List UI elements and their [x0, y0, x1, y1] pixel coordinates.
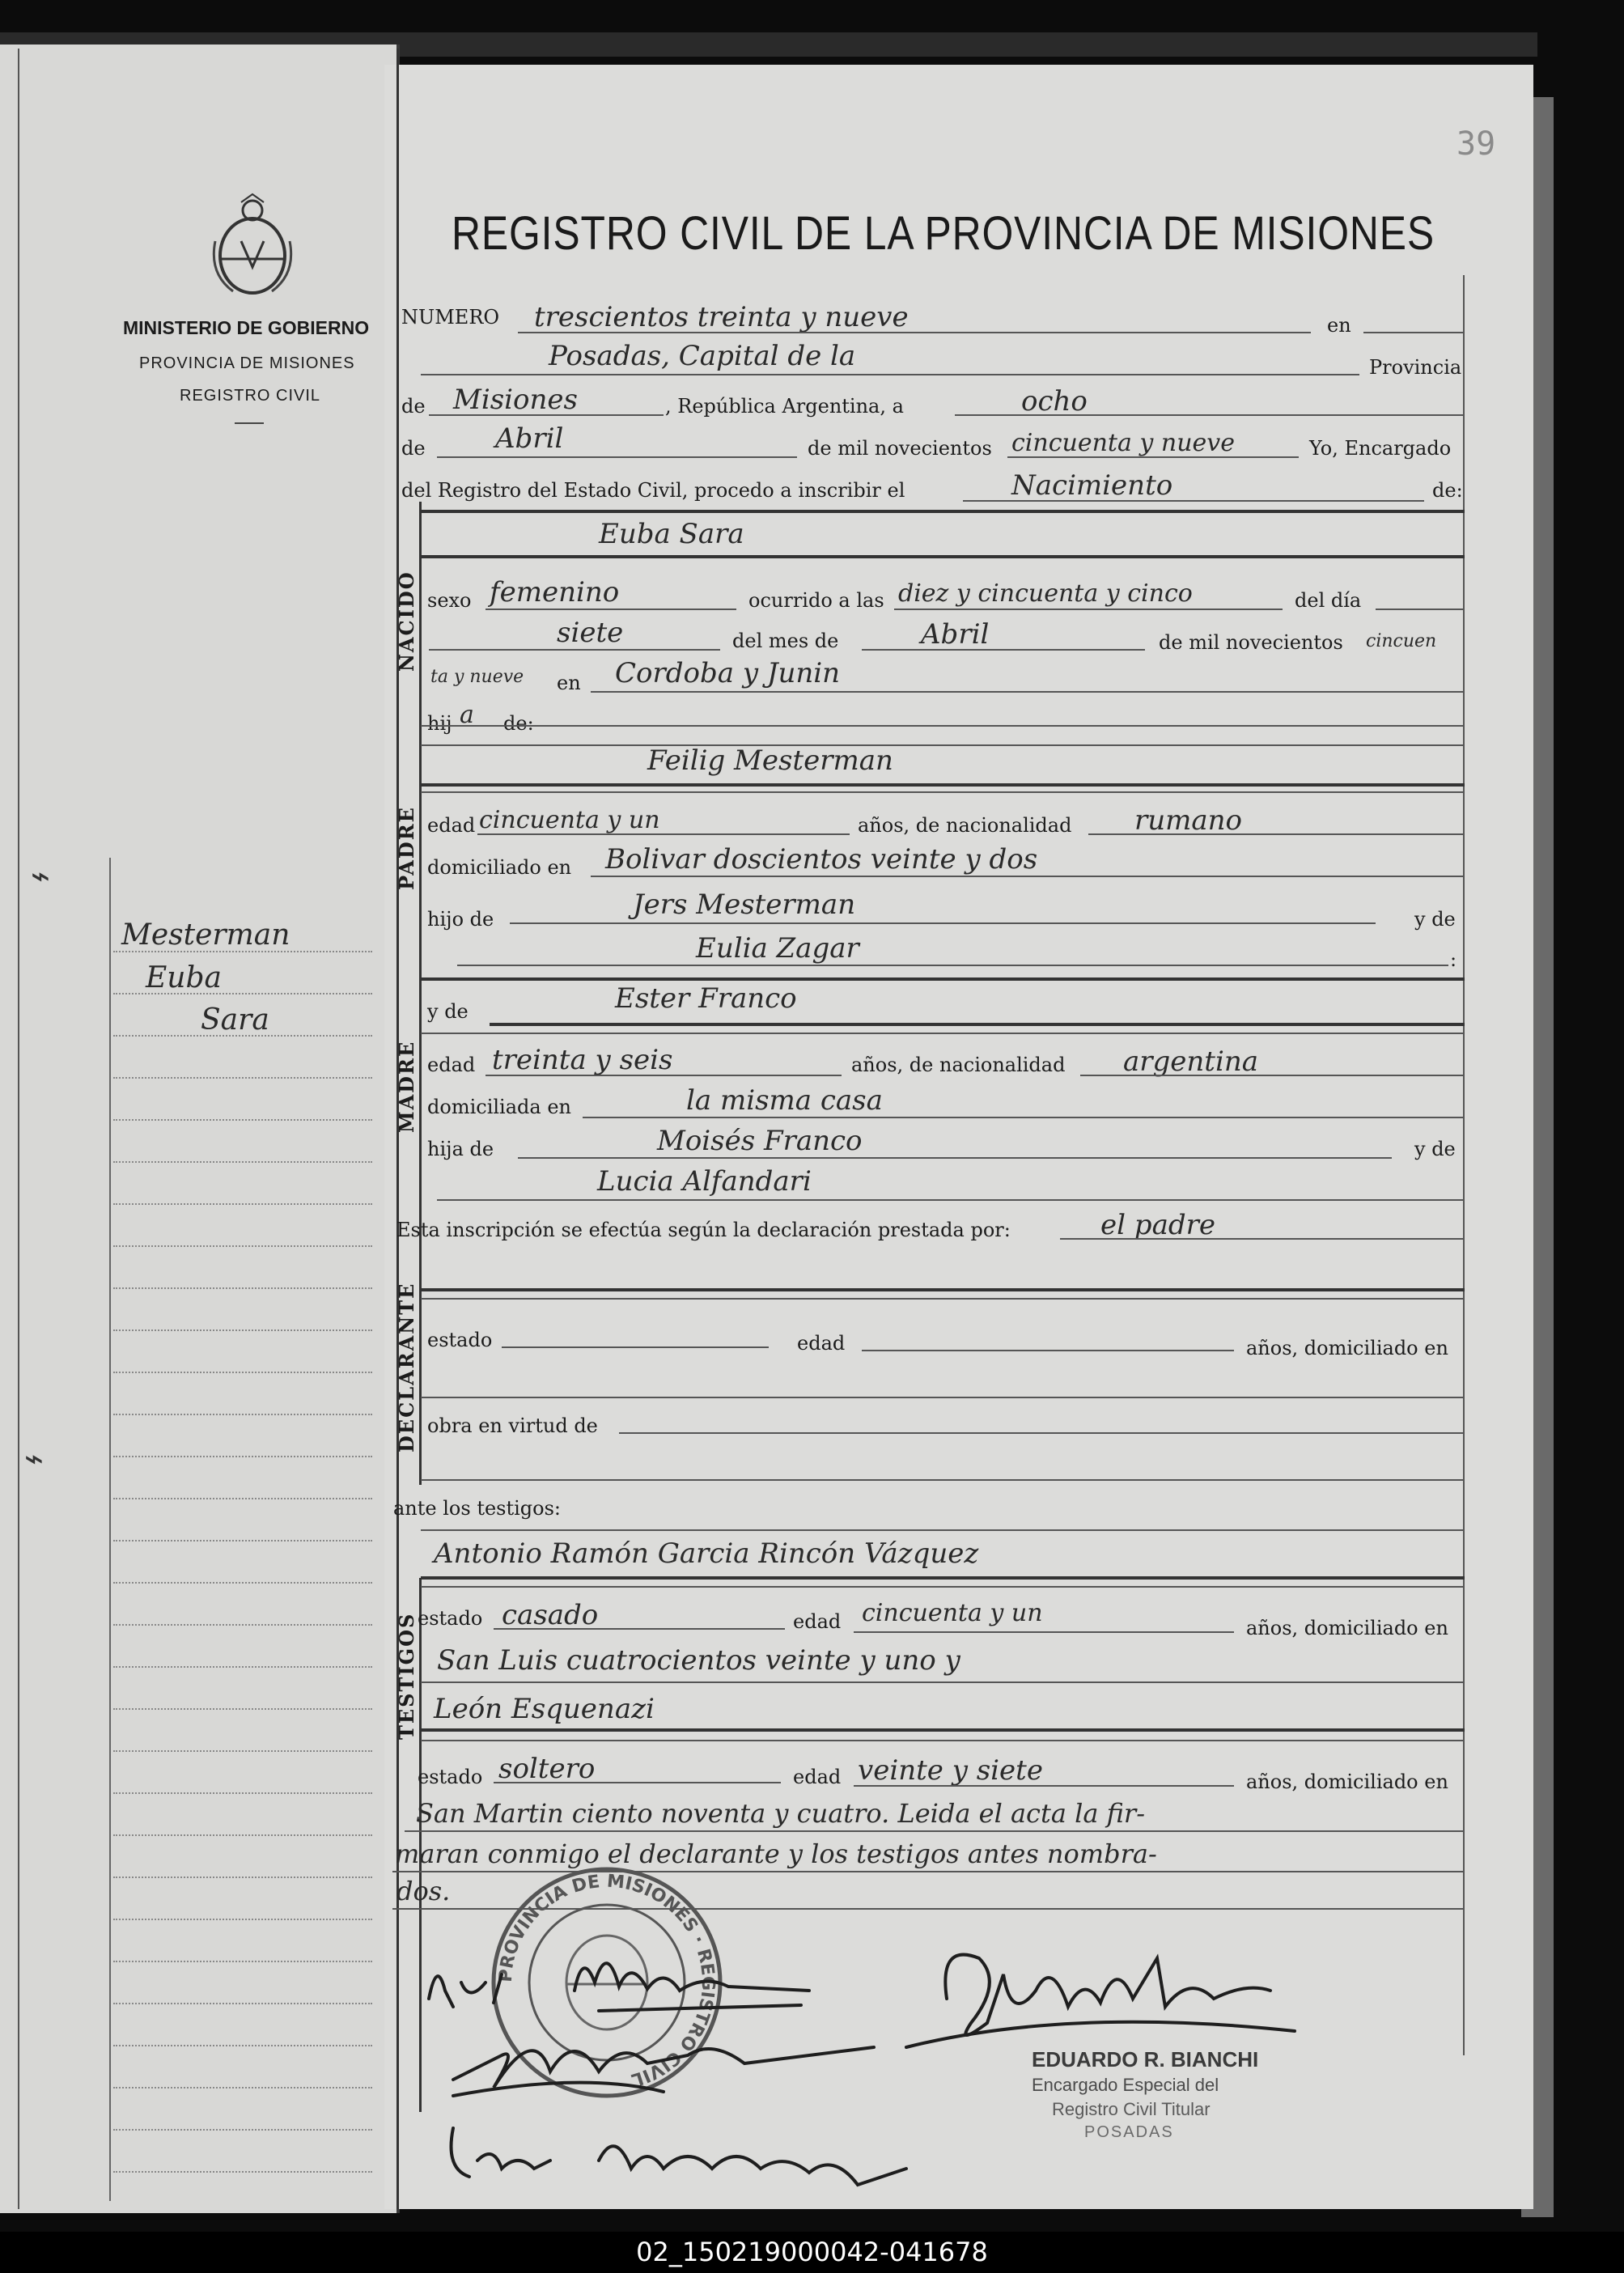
madre-dom-value: la misma casa [686, 1084, 883, 1117]
madre-hija-label: hija de [427, 1138, 494, 1160]
field-line [854, 1785, 1234, 1787]
section-nacido: NACIDO [395, 570, 418, 672]
section-testigos: TESTIGOS [395, 1612, 418, 1740]
del-dia-label: del día [1295, 589, 1362, 612]
t1-edad-value: cincuenta y un [862, 1599, 1043, 1627]
hija-value: a [460, 701, 474, 729]
padre-edad-value: cincuenta y un [479, 806, 660, 834]
madre-nac-value: argentina [1123, 1045, 1259, 1078]
field-line [591, 876, 1465, 877]
form-left-rule [419, 502, 422, 1485]
padre-nac-label: años, de nacionalidad [858, 814, 1072, 837]
note-line [113, 1245, 372, 1247]
seal-text: PROVINCIA DE MISIONES · REGISTRO CIVIL [495, 1871, 719, 2090]
field-line [894, 609, 1283, 610]
section-rule [421, 744, 1465, 746]
field-line [494, 1782, 781, 1783]
field-line [429, 414, 664, 416]
testigo2-nombre: León Esquenazi [434, 1693, 655, 1725]
note-line [113, 2045, 372, 2046]
margin-note-surname: Mesterman [121, 918, 290, 952]
field-line [1060, 1238, 1465, 1240]
madre-y-de-label: y de [427, 1000, 469, 1023]
t2-dom-line1: San Martin ciento noventa y cuatro. Leida el acta la fir- [416, 1798, 1146, 1829]
field-line [1007, 456, 1299, 458]
ministry-name: MINISTERIO DE GOBIERNO [123, 317, 370, 338]
margin-mark: ⌁ [24, 1440, 45, 1478]
note-line [113, 1372, 372, 1373]
note-line [113, 1540, 372, 1541]
field-line [619, 1432, 1465, 1434]
acto-value: Nacimiento [1011, 469, 1173, 502]
mes-value: Abril [495, 422, 564, 455]
en-label: en [1327, 314, 1351, 337]
t2-dom-label: años, domiciliado en [1246, 1770, 1448, 1793]
madre-nac-label: años, de nacionalidad [851, 1054, 1066, 1076]
numero-value: trescientos treinta y nueve [534, 301, 909, 333]
note-line [113, 1456, 372, 1457]
note-line [113, 1414, 372, 1415]
del-mes-label: del mes de [732, 630, 839, 652]
note-line [113, 1919, 372, 1920]
padre-nombre: Feilig Mesterman [647, 744, 893, 777]
section-rule [421, 1586, 1465, 1588]
field-line [955, 414, 1465, 416]
testigos-intro: ante los testigos: [393, 1497, 562, 1520]
field-line [437, 456, 797, 458]
padre-madre-value: Eulia Zagar [696, 932, 859, 965]
nacido-nombre: Euba Sara [599, 518, 744, 550]
signatures-icon [421, 1926, 1473, 2193]
note-line [113, 1119, 372, 1121]
office-name: REGISTRO CIVIL [180, 387, 321, 405]
madre-y-de2-label: y de [1414, 1138, 1456, 1160]
padre-edad-label: edad [427, 814, 476, 837]
note-line [113, 1498, 372, 1499]
section-rule [421, 783, 1465, 787]
note-line [113, 2171, 372, 2173]
provincia-value: Misiones [453, 384, 578, 416]
de2-label: de [401, 437, 426, 460]
margin-note-name2: Sara [201, 1003, 269, 1037]
field-line [1376, 609, 1463, 610]
declarante-edad-label: edad [797, 1332, 846, 1355]
section-rule [421, 725, 1465, 727]
field-line [477, 833, 850, 835]
lugar-value: Posadas, Capital de la [549, 340, 856, 372]
declarante-estado-label: estado [427, 1329, 493, 1351]
field-line [1363, 332, 1465, 333]
coat-of-arms-icon [209, 193, 296, 304]
note-line [113, 1708, 372, 1710]
t2-estado-label: estado [418, 1766, 483, 1788]
margin-mark: ⌁ [31, 858, 51, 895]
note-line [113, 1750, 372, 1752]
note-line [113, 1287, 372, 1289]
declarante-obra-label: obra en virtud de [427, 1414, 598, 1437]
de3-label: de: [1432, 479, 1463, 502]
field-line [1088, 833, 1465, 835]
note-line [113, 2087, 372, 2089]
field-line [518, 332, 1311, 333]
section-rule [421, 1288, 1465, 1291]
field-line [486, 609, 736, 610]
hora-value: diez y cincuenta y cinco [898, 579, 1193, 608]
note-line [113, 1792, 372, 1794]
declarante-dom-label: años, domiciliado en [1246, 1337, 1448, 1359]
republica-label: , República Argentina, a [665, 395, 904, 418]
note-column-rule [109, 858, 111, 2201]
padre-y-de-label: y de [1414, 908, 1456, 931]
field-line [518, 1157, 1392, 1159]
provincia-label: Provincia [1369, 356, 1462, 379]
testigo1-nombre: Antonio Ramón Garcia Rincón Vázquez [434, 1537, 979, 1570]
padre-dom-label: domiciliado en [427, 856, 572, 879]
hija-label: hij [427, 712, 452, 735]
section-rule [421, 1529, 1465, 1531]
anio-value: cincuenta y nueve [1011, 429, 1235, 457]
footer-id: 02_150219000042-041678 [636, 2237, 988, 2267]
section-padre: PADRE [395, 806, 418, 890]
padre-hijo-label: hijo de [427, 908, 494, 931]
sexo-label: sexo [427, 589, 472, 612]
section-rule [421, 555, 1465, 558]
mil-label: de mil novecientos [808, 437, 992, 460]
note-line [113, 1329, 372, 1331]
mil-label: de mil novecientos [1159, 631, 1343, 654]
t1-domicilio: San Luis cuatrocientos veinte y uno y [437, 1644, 960, 1677]
field-line [862, 1350, 1234, 1351]
de-label: de [401, 395, 426, 418]
margin-note-name1: Euba [146, 961, 222, 994]
nacido-lugar: Cordoba y Junin [615, 657, 841, 689]
section-rule [421, 1728, 1465, 1732]
padre-padre-value: Jers Mesterman [633, 888, 856, 921]
nacido-mes-value: Abril [921, 618, 990, 651]
note-line [113, 2003, 372, 2004]
field-line [437, 1199, 1465, 1201]
section-rule [421, 1033, 1465, 1034]
official-stamp-role1: Encargado Especial del [1032, 2075, 1219, 2095]
field-line [854, 1631, 1234, 1633]
madre-edad-label: edad [427, 1054, 476, 1076]
note-line [113, 1582, 372, 1584]
madre-madre-value: Lucia Alfandari [597, 1165, 812, 1198]
madre-padre-value: Moisés Franco [657, 1125, 863, 1157]
hija-de-label: de: [503, 712, 534, 735]
official-stamp-name: EDUARDO R. BIANCHI [1032, 2047, 1259, 2072]
t2-dom-line3: dos. [396, 1876, 451, 1906]
note-line [113, 1961, 372, 1962]
field-line [457, 965, 1448, 966]
padre-dom-value: Bolivar doscientos veinte y dos [605, 843, 1038, 876]
field-line [405, 1830, 1465, 1832]
note-line [113, 1161, 372, 1163]
t2-estado-value: soltero [498, 1753, 596, 1785]
anio-value-b: ta y nueve [430, 667, 524, 687]
field-line [421, 1681, 1465, 1683]
official-stamp-city: POSADAS [1084, 2123, 1174, 2141]
numero-label: NUMERO [401, 306, 500, 329]
left-margin-rule [18, 49, 19, 2209]
section-rule [490, 1023, 1465, 1026]
page-title: REGISTRO CIVIL DE LA PROVINCIA DE MISIONES [452, 207, 1435, 260]
t2-edad-label: edad [793, 1766, 842, 1788]
field-line [862, 649, 1145, 651]
t1-estado-label: estado [418, 1607, 483, 1630]
yo-label: Yo, Encargado [1309, 437, 1452, 460]
sexo-value: femenino [490, 576, 620, 609]
ocurrido-label: ocurrido a las [748, 589, 884, 612]
section-rule [421, 510, 1465, 513]
section-madre: MADRE [395, 1040, 418, 1133]
declaracion-value: el padre [1100, 1209, 1215, 1241]
madre-nombre: Ester Franco [615, 982, 797, 1015]
dia-value: ocho [1021, 385, 1088, 418]
note-line [113, 2129, 372, 2131]
field-line [1080, 1075, 1465, 1076]
en-label: en [557, 672, 581, 694]
field-line [502, 1346, 769, 1348]
section-rule [421, 1298, 1465, 1300]
anio-value-a: cincuen [1366, 631, 1437, 651]
stamp-divider [235, 422, 264, 424]
padre-nac-value: rumano [1134, 804, 1243, 837]
t1-edad-label: edad [793, 1610, 842, 1633]
field-line [510, 922, 1376, 924]
dia-value: siete [557, 617, 624, 649]
official-stamp-role2: Registro Civil Titular [1052, 2099, 1211, 2119]
field-line [421, 1479, 1465, 1481]
form-right-rule [1463, 275, 1465, 2055]
declaracion-label: Esta inscripción se efectúa según la declaración prestada por: [396, 1219, 1011, 1241]
note-line [113, 1624, 372, 1626]
page-number: 39 [1457, 125, 1496, 163]
t2-dom-line2: maran conmigo el declarante y los testigos antes nombra- [395, 1838, 1157, 1869]
field-line [421, 1397, 1465, 1398]
field-line [429, 649, 720, 651]
field-line [963, 500, 1424, 502]
field-line [494, 1628, 785, 1630]
section-declarante: DECLARANTE [395, 1282, 418, 1452]
section-rule [421, 791, 1465, 793]
note-line [113, 1876, 372, 1878]
note-line [113, 1203, 372, 1205]
field-line [591, 691, 1463, 693]
t2-edad-value: veinte y siete [858, 1754, 1043, 1787]
section-rule [421, 1576, 1465, 1580]
province-name: PROVINCIA DE MISIONES [139, 354, 355, 372]
field-line [583, 1117, 1465, 1118]
padre-colon: : [1450, 948, 1457, 971]
t1-estado-value: casado [502, 1599, 599, 1631]
field-line [486, 1075, 842, 1076]
note-line [113, 1077, 372, 1079]
t1-dom-label: años, domiciliado en [1246, 1617, 1448, 1639]
field-line [421, 374, 1359, 375]
note-line [113, 1666, 372, 1668]
note-line [113, 1834, 372, 1836]
madre-edad-value: treinta y seis [492, 1044, 673, 1076]
section-rule [421, 977, 1465, 981]
madre-dom-label: domiciliada en [427, 1096, 571, 1118]
registro-label: del Registro del Estado Civil, procedo a inscribir el [401, 479, 905, 502]
section-rule [421, 1740, 1465, 1741]
